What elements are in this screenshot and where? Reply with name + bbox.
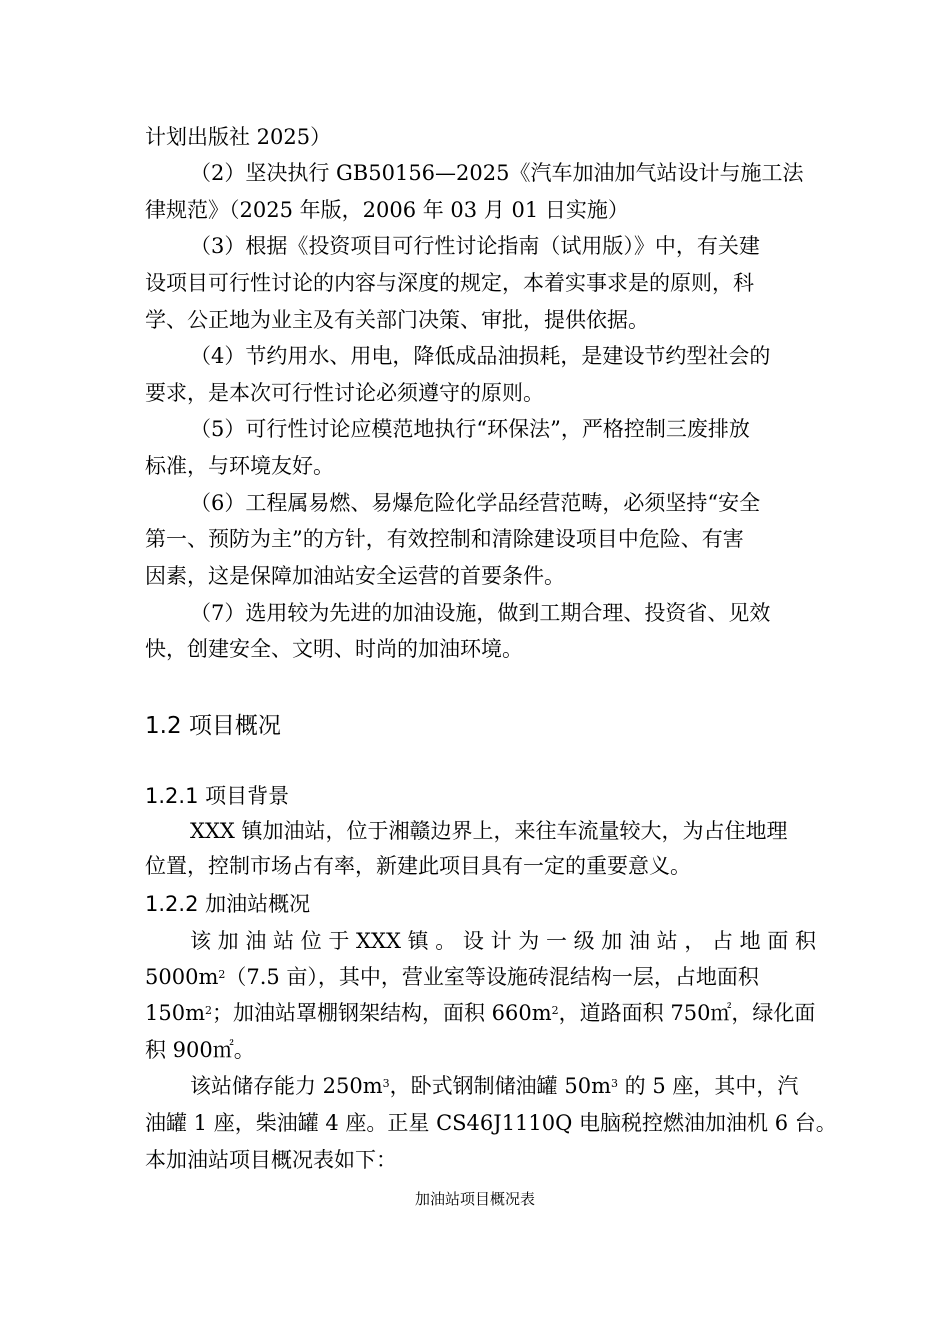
- paragraph-line: （5）可行性讨论应模范地执行“环保法”，严格控制三废排放: [190, 417, 750, 441]
- text-run: ，卧式钢制储油罐 50m: [389, 1074, 611, 1098]
- paragraph-line: （4）节约用水、用电，降低成品油损耗，是建设节约型社会的: [190, 344, 771, 368]
- area-value: 150m: [145, 1001, 205, 1025]
- subsection-heading: 1.2.2 加油站概况: [145, 892, 311, 916]
- paragraph-line: [145, 998, 815, 1028]
- text-run: ，道路面积 750㎡，绿化面: [558, 1001, 816, 1025]
- paragraph-line: 标准，与环境友好。: [145, 454, 334, 478]
- paragraph-line: 位置，控制市场占有率，新建此项目具有一定的重要意义。: [145, 854, 691, 878]
- paragraph-line: 计划出版社 2025）: [145, 125, 332, 149]
- superscript: 3: [382, 1076, 390, 1090]
- table-caption: 加油站项目概况表: [414, 1190, 535, 1208]
- paragraph-line: 设项目可行性讨论的内容与深度的规定，本着实事求是的原则，科: [145, 271, 754, 295]
- paragraph-line: [190, 1071, 798, 1101]
- section-heading: 1.2 项目概况: [145, 713, 281, 739]
- paragraph-line: 律规范》（2025 年版，2006 年 03 月 01 日实施）: [145, 198, 629, 222]
- paragraph-line: 第一、预防为主”的方针，有效控制和清除建设项目中危险、有害: [145, 527, 744, 551]
- paragraph-line: [145, 962, 759, 992]
- text-run: ；加油站罩棚钢架结构，面积 660m: [212, 1001, 552, 1025]
- paragraph-line: 快，创建安全、文明、时尚的加油环境。: [145, 637, 523, 661]
- paragraph-line: （3）根据《投资项目可行性讨论指南（试用版）》中，有关建: [190, 234, 760, 258]
- superscript: 3: [610, 1076, 618, 1090]
- text-run: 的 5 座，其中，汽: [617, 1074, 799, 1098]
- paragraph-line: （2）坚决执行 GB50156—2025《汽车加油加气站设计与施工法: [190, 161, 804, 185]
- paragraph-line: 本加油站项目概况表如下：: [145, 1148, 397, 1172]
- subsection-heading: 1.2.1 项目背景: [145, 784, 290, 808]
- text-run: （7.5 亩），其中，营业室等设施砖混结构一层，占地面积: [225, 965, 759, 989]
- paragraph-line: 学、公正地为业主及有关部门决策、审批，提供依据。: [145, 308, 649, 332]
- paragraph-line: 该 加 油 站 位 于 XXX 镇 。 设 计 为 一 级 加 油 站 ， 占 地 面 积: [190, 929, 817, 953]
- paragraph-line: 因素，这是保障加油站安全运营的首要条件。: [145, 564, 565, 588]
- superscript: 2: [218, 967, 226, 981]
- paragraph-line: （7）选用较为先进的加油设施，做到工期合理、投资省、见效: [190, 601, 771, 625]
- text-run: 该站储存能力 250m: [190, 1074, 383, 1098]
- paragraph-line: 油罐 1 座，柴油罐 4 座。正星 CS46J1110Q 电脑税控燃油加油机 6 台。: [145, 1111, 837, 1135]
- superscript: 2: [205, 1003, 212, 1017]
- area-value: 5000m: [145, 965, 219, 989]
- paragraph-line: 要求，是本次可行性讨论必须遵守的原则。: [145, 381, 544, 405]
- superscript: 2: [551, 1003, 559, 1017]
- paragraph-line: 积 900㎡。: [145, 1038, 255, 1062]
- paragraph-line: XXX 镇加油站，位于湘赣边界上，来往车流量较大，为占住地理: [190, 819, 788, 843]
- paragraph-line: （6）工程属易燃、易爆危险化学品经营范畴，必须坚持“安全: [190, 491, 761, 515]
